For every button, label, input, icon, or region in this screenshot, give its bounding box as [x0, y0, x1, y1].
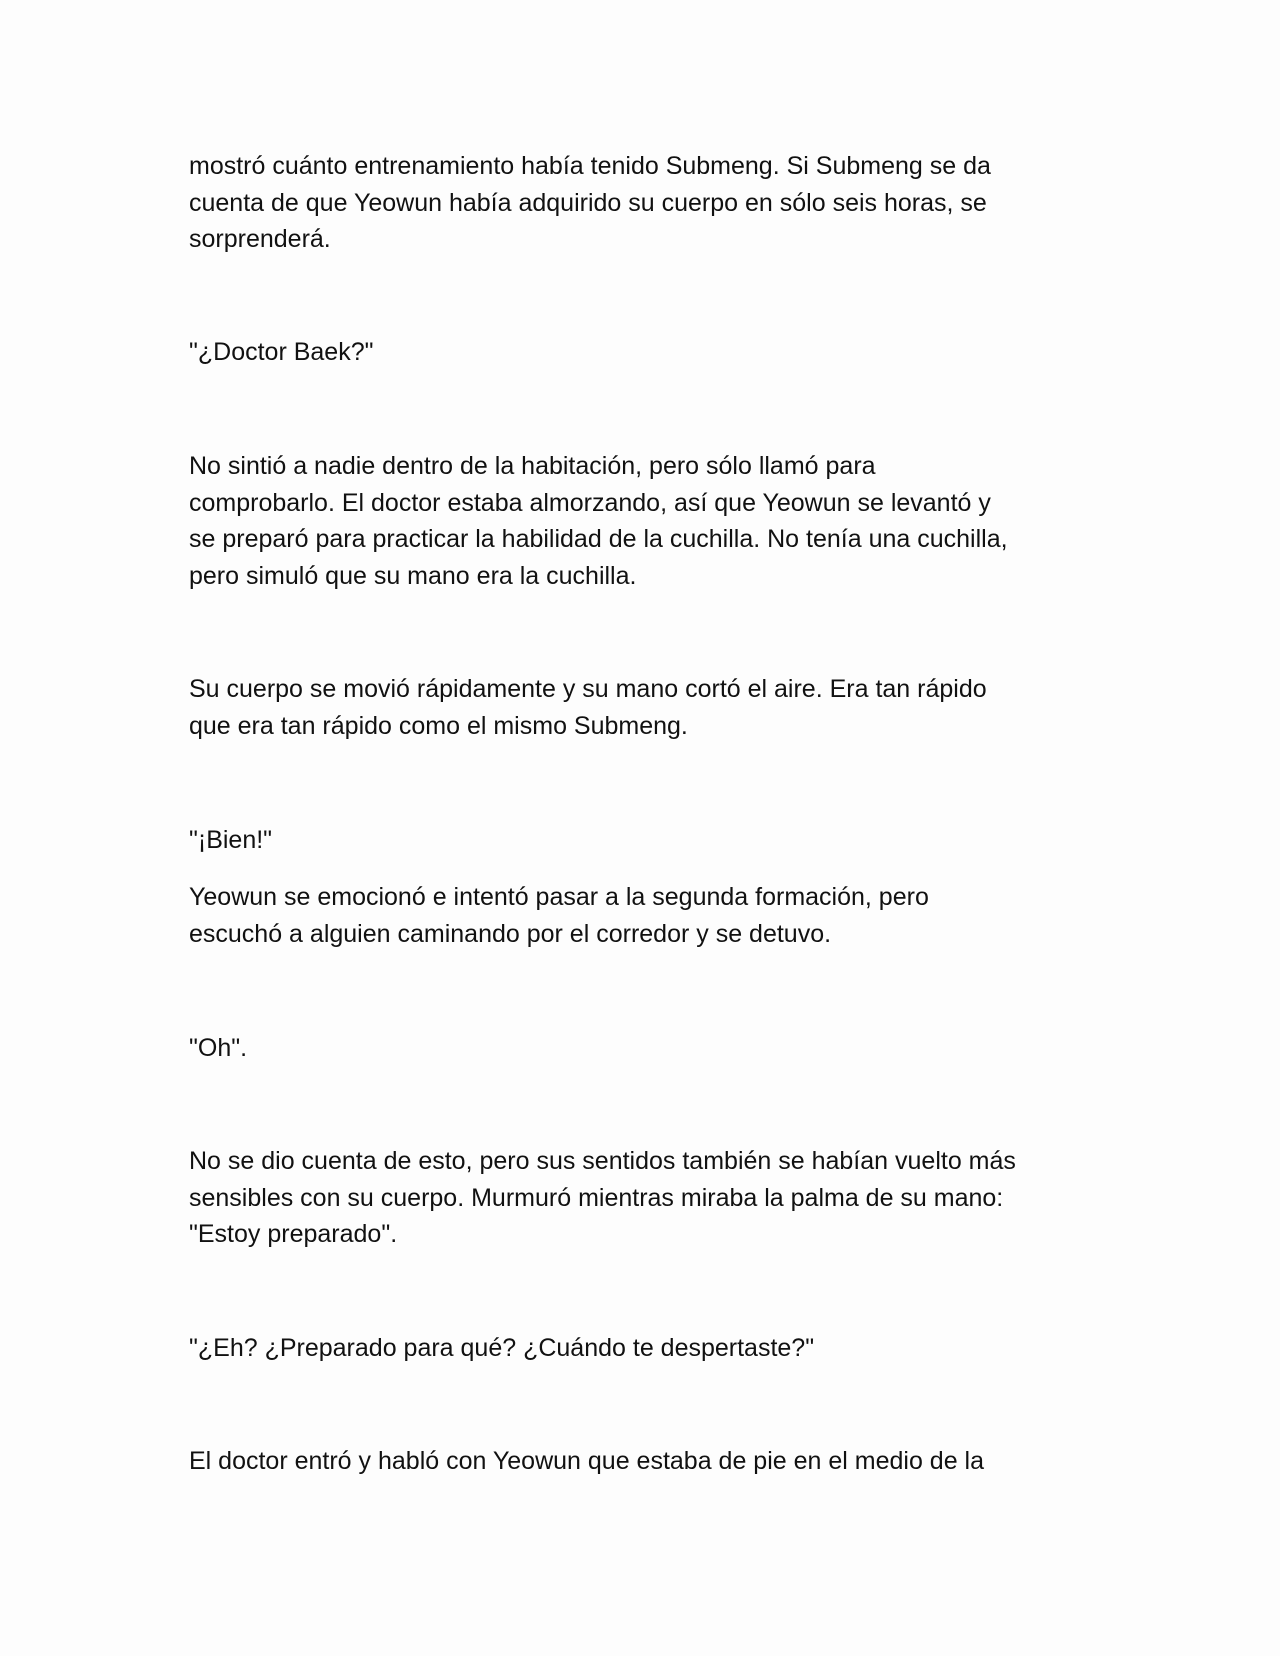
- dialogue-line: "¿Eh? ¿Preparado para qué? ¿Cuándo te despertaste?": [189, 1334, 815, 1362]
- dialogue-line: "Oh".: [189, 1034, 248, 1062]
- dialogue-line: "¿Doctor Baek?": [189, 338, 374, 366]
- paragraph: No sintió a nadie dentro de la habitación, pero sólo llamó para comprobarlo. El doctor estaba almorzando, así que Yeowun se levantó y se preparó para practicar la habilidad de la cuchilla. No tenía una cuchilla, pero simuló que su mano era la cuchilla.: [189, 452, 1008, 590]
- paragraph: mostró cuánto entrenamiento había tenido Submeng. Si Submeng se da cuenta de que Yeowun había adquirido su cuerpo en sólo seis horas, se sorprenderá.: [189, 152, 991, 253]
- paragraph: No se dio cuenta de esto, pero sus sentidos también se habían vuelto más sensibles con su cuerpo. Murmuró mientras miraba la palma de su mano: "Estoy preparado".: [189, 1147, 1016, 1248]
- paragraph: El doctor entró y habló con Yeowun que estaba de pie en el medio de la: [189, 1447, 985, 1475]
- paragraph: Su cuerpo se movió rápidamente y su mano cortó el aire. Era tan rápido que era tan rápido como el mismo Submeng.: [189, 675, 987, 740]
- paragraph: Yeowun se emocionó e intentó pasar a la segunda formación, pero escuchó a alguien caminando por el corredor y se detuvo.: [189, 883, 929, 948]
- dialogue-line: "¡Bien!": [189, 826, 273, 854]
